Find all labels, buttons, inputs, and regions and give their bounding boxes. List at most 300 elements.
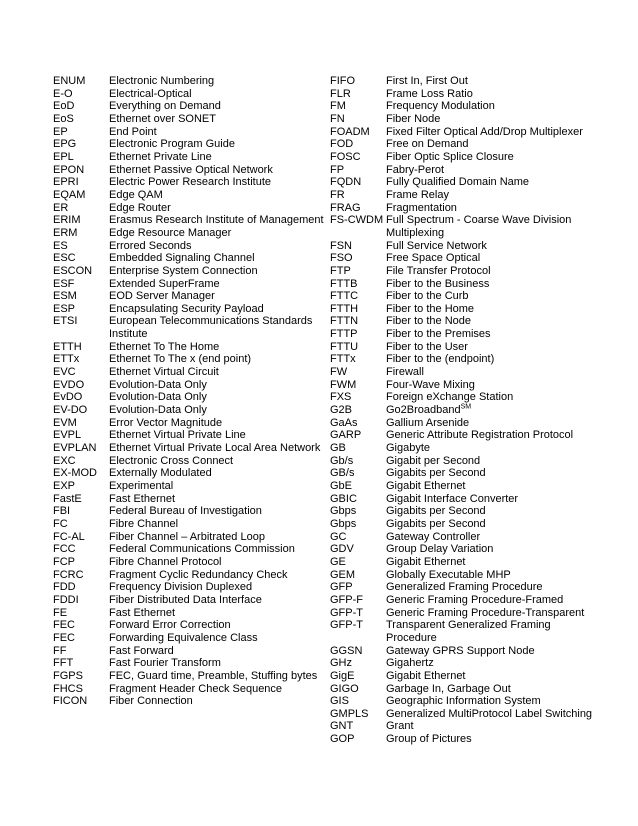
definition-text: Fiber Distributed Data Interface [109, 593, 262, 606]
definition-text: Embedded Signaling Channel [109, 252, 255, 265]
definition-text: Gigabits per Second [386, 517, 486, 530]
definition [109, 455, 325, 468]
definition [386, 265, 620, 278]
definition [109, 632, 325, 645]
acronym: FTTC [330, 290, 359, 303]
definition-text: Frame Relay [386, 188, 449, 201]
acronym: GMPLS [330, 707, 369, 720]
acronym: FOSC [330, 150, 361, 163]
acronym: FFT [53, 657, 74, 670]
glossary-entry [330, 645, 620, 658]
acronym: GbE [330, 480, 353, 492]
definition [386, 164, 620, 177]
glossary-entry [330, 341, 620, 354]
acronym: FDD [53, 581, 76, 594]
glossary-entry [53, 341, 325, 354]
definition-text: Ethernet To The x (end point) [109, 353, 252, 366]
acronym: FHCS [53, 682, 83, 695]
glossary-entry [53, 619, 325, 632]
acronym: GFP-T [330, 619, 363, 632]
glossary-entry [330, 265, 620, 278]
acronym: FEC [53, 619, 75, 632]
definition [386, 214, 620, 239]
definition-text: Fragmentation [386, 201, 457, 214]
definition [386, 113, 620, 126]
acronym: ETSI [53, 315, 78, 328]
definition-text: Fibre Channel [109, 517, 179, 530]
acronym: GOP [330, 733, 355, 746]
definition [109, 695, 325, 708]
definition [386, 695, 620, 708]
definition-text: Frequency Division Duplexed [109, 581, 253, 594]
acronym: ERIM [53, 214, 81, 227]
acronym: EPRI [53, 176, 79, 189]
glossary-entry [330, 569, 620, 582]
right-glossary-column [330, 75, 620, 746]
definition [109, 113, 325, 126]
definition-text: Generic Framing Procedure-Transparent [386, 606, 585, 619]
glossary-entry [330, 328, 620, 341]
acronym: GB/s [330, 467, 355, 480]
definition-text: First In, First Out [386, 75, 468, 87]
glossary-entry [330, 594, 620, 607]
definition [386, 303, 620, 316]
definition [386, 619, 620, 644]
glossary-entry [53, 227, 325, 240]
acronym: GFP [330, 581, 353, 594]
definition-text: Ethernet Virtual Private Local Area Network [109, 442, 321, 455]
glossary-entry [53, 353, 325, 366]
glossary-entry [330, 100, 620, 113]
acronym: FS-CWDM [330, 214, 384, 227]
definition [386, 467, 620, 480]
definition-text: Ethernet Virtual Circuit [109, 366, 219, 379]
glossary-entry [53, 404, 325, 417]
glossary-entry [330, 720, 620, 733]
glossary-entry [53, 290, 325, 303]
acronym: ESCON [53, 264, 93, 277]
glossary-entry [53, 126, 325, 139]
definition [386, 645, 620, 658]
definition [109, 518, 325, 531]
definition-text: Fully Qualified Domain Name [386, 176, 530, 189]
glossary-entry [330, 619, 620, 644]
definition [386, 341, 620, 354]
definition [386, 151, 620, 164]
acronym: FastE [53, 492, 82, 505]
definition-text: Gigabit Ethernet [386, 480, 466, 492]
definition [386, 290, 620, 303]
definition [109, 569, 325, 582]
definition-text: Electronic Cross Connect [109, 454, 234, 467]
definition-text: Fast Ethernet [109, 606, 176, 619]
acronym: EPL [53, 150, 74, 163]
glossary-entry [330, 733, 620, 746]
acronym: GFP-T [330, 606, 363, 619]
definition-text: Electrical-Optical [109, 87, 192, 100]
glossary-entry [330, 429, 620, 442]
glossary-entry [53, 455, 325, 468]
definition [386, 505, 620, 518]
acronym: EPON [53, 163, 85, 176]
definition [109, 493, 325, 506]
acronym: FR [330, 188, 345, 201]
definition [109, 126, 325, 139]
glossary-entry [330, 404, 620, 417]
glossary-entry [330, 391, 620, 404]
definition [109, 366, 325, 379]
definition-text: Fiber to the Business [386, 277, 490, 290]
definition-text: Group of Pictures [386, 733, 472, 746]
definition-text: Generic Framing Procedure-Framed [386, 593, 564, 606]
glossary-entry [330, 505, 620, 518]
definition-text: Federal Communications Commission [109, 543, 295, 556]
definition [109, 480, 325, 493]
definition [386, 88, 620, 101]
definition-text: Edge Resource Manager [109, 226, 232, 239]
definition-text: Ethernet over SONET [109, 112, 216, 125]
definition [109, 619, 325, 632]
definition [109, 75, 325, 88]
acronym: FP [330, 163, 345, 176]
glossary-entry [53, 480, 325, 493]
glossary-entry [53, 442, 325, 455]
definition [386, 442, 620, 455]
acronym: FTTU [330, 340, 359, 353]
acronym: EV-DO [53, 404, 88, 417]
definition [386, 366, 620, 379]
definition [109, 303, 325, 316]
acronym: ES [53, 239, 68, 252]
definition [109, 252, 325, 265]
glossary-entry [330, 240, 620, 253]
acronym: FWM [330, 378, 357, 391]
definition [386, 607, 620, 620]
definition [386, 683, 620, 696]
acronym: EoD [53, 100, 75, 113]
acronym: E-O [53, 87, 73, 100]
acronym: GB [330, 442, 346, 455]
definition-text: Error Vector Magnitude [109, 416, 223, 429]
definition-text: Free on Demand [386, 138, 469, 151]
glossary-entry [53, 278, 325, 291]
glossary-entry [330, 290, 620, 303]
definition [386, 315, 620, 328]
definition [109, 189, 325, 202]
definition-text: Gigabits per Second [386, 505, 486, 518]
glossary-entry [53, 632, 325, 645]
glossary-entry [330, 303, 620, 316]
definition-text: Fiber to the Node [386, 315, 471, 328]
definition-text: Externally Modulated [109, 467, 212, 480]
acronym: FCP [53, 555, 75, 568]
definition-text: Forwarding Equivalence Class [109, 631, 258, 644]
acronym: FTTB [330, 277, 358, 290]
glossary-entry [53, 113, 325, 126]
definition [109, 341, 325, 354]
definition-text: Edge QAM [109, 188, 163, 201]
glossary-entry [330, 278, 620, 291]
definition-text: Fiber Channel – Arbitrated Loop [109, 530, 265, 543]
glossary-entry [53, 429, 325, 442]
definition [386, 670, 620, 683]
glossary-entry [330, 126, 620, 139]
definition [109, 138, 325, 151]
acronym: ETTx [53, 353, 80, 366]
glossary-entry [53, 189, 325, 202]
definition [109, 683, 325, 696]
definition-text-continued: Procedure [386, 631, 437, 644]
glossary-entry [330, 252, 620, 265]
definition-text: Fiber to the Curb [386, 290, 469, 303]
definition [109, 88, 325, 101]
definition [109, 670, 325, 683]
definition-text: Fixed Filter Optical Add/Drop Multiplexer [386, 125, 583, 138]
definition [386, 657, 620, 670]
definition [386, 75, 620, 88]
acronym: GE [330, 555, 346, 568]
acronym: EvDO [53, 391, 83, 404]
acronym: FCRC [53, 568, 84, 581]
glossary-entry [330, 518, 620, 531]
glossary-entry [330, 467, 620, 480]
definition [386, 379, 620, 392]
definition-text: EOD Server Manager [109, 290, 215, 303]
definition [109, 214, 325, 227]
definition [386, 202, 620, 215]
glossary-entry [330, 202, 620, 215]
acronym: GARP [330, 429, 362, 442]
acronym: GNT [330, 720, 354, 733]
glossary-entry [330, 480, 620, 493]
definition-text: Geographic Information System [386, 695, 541, 708]
glossary-entry [330, 607, 620, 620]
glossary-entry [330, 176, 620, 189]
definition-text: Electronic Program Guide [109, 138, 235, 151]
glossary-entry [53, 543, 325, 556]
glossary-entry [330, 455, 620, 468]
glossary-entry [53, 391, 325, 404]
definition [386, 720, 620, 733]
definition-text: Ethernet Private Line [109, 150, 212, 163]
definition [386, 417, 620, 430]
definition [109, 429, 325, 442]
glossary-entry [53, 645, 325, 658]
acronym: ESF [53, 277, 75, 290]
glossary-entry [53, 151, 325, 164]
definition [386, 278, 620, 291]
glossary-entry [330, 315, 620, 328]
definition-text: Fiber to the Premises [386, 328, 491, 341]
definition-text: Fragment Cyclic Redundancy Check [109, 568, 288, 581]
acronym: GigE [330, 669, 355, 682]
glossary-entry [330, 366, 620, 379]
definition-text: Gateway Controller [386, 530, 481, 543]
acronym: FXS [330, 391, 352, 404]
definition [109, 467, 325, 480]
definition-text: Gallium Arsenide [386, 416, 470, 429]
definition-text: Frequency Modulation [386, 100, 495, 113]
definition-text: Experimental [109, 480, 174, 492]
definition-text: Gigabits per Second [386, 467, 486, 480]
definition [109, 543, 325, 556]
definition [109, 505, 325, 518]
left-glossary-column [53, 75, 325, 708]
definition [109, 594, 325, 607]
definition-text: Four-Wave Mixing [386, 378, 475, 391]
acronym: GC [330, 530, 347, 543]
acronym: GBIC [330, 492, 357, 505]
definition-text: Foreign eXchange Station [386, 391, 514, 404]
definition [109, 202, 325, 215]
acronym: EXP [53, 480, 76, 492]
glossary-entry [53, 202, 325, 215]
glossary-entry [330, 75, 620, 88]
definition [386, 708, 620, 721]
definition [109, 176, 325, 189]
glossary-entry [330, 214, 620, 239]
definition [386, 391, 620, 404]
glossary-entry [53, 581, 325, 594]
glossary-entry [53, 531, 325, 544]
acronym: GaAs [330, 416, 358, 429]
acronym: G2B [330, 404, 353, 417]
glossary-entry [53, 214, 325, 227]
glossary-entry [330, 138, 620, 151]
definition-text: Gigabit per Second [386, 454, 481, 467]
definition [109, 379, 325, 392]
definition-text: Electronic Numbering [109, 75, 215, 87]
glossary-entry [330, 164, 620, 177]
definition [386, 594, 620, 607]
definition-text: Gateway GPRS Support Node [386, 644, 535, 657]
definition-text: Everything on Demand [109, 100, 221, 113]
definition [109, 657, 325, 670]
acronym: ESC [53, 252, 76, 265]
acronym: FE [53, 606, 68, 619]
glossary-entry [330, 493, 620, 506]
acronym: Gbps [330, 517, 357, 530]
glossary-entry [53, 695, 325, 708]
glossary-entry [53, 100, 325, 113]
definition-text: Fiber Node [386, 112, 441, 125]
acronym: GIS [330, 695, 349, 708]
definition [386, 100, 620, 113]
glossary-entry [330, 556, 620, 569]
definition [386, 126, 620, 139]
acronym: ESP [53, 302, 76, 315]
acronym: ENUM [53, 75, 86, 87]
definition [386, 353, 620, 366]
definition [109, 227, 325, 240]
definition [386, 569, 620, 582]
definition [386, 531, 620, 544]
definition-text: Fiber to the Home [386, 302, 475, 315]
acronym: FBI [53, 505, 71, 518]
definition [109, 164, 325, 177]
acronym: FQDN [330, 176, 362, 189]
definition [109, 290, 325, 303]
acronym: FTTN [330, 315, 359, 328]
glossary-entry [53, 518, 325, 531]
acronym: FIFO [330, 75, 356, 87]
acronym: FW [330, 366, 348, 379]
definition-text: Forward Error Correction [109, 619, 231, 632]
definition [386, 240, 620, 253]
definition [386, 455, 620, 468]
glossary-entry [53, 164, 325, 177]
definition-text: Generalized Framing Procedure [386, 581, 543, 594]
definition [109, 607, 325, 620]
acronym: GHz [330, 657, 352, 670]
acronym: FCC [53, 543, 76, 556]
definition [386, 543, 620, 556]
definition-text: Ethernet To The Home [109, 340, 220, 353]
definition-text: Full Spectrum - Coarse Wave Division [386, 214, 572, 227]
glossary-entry [53, 657, 325, 670]
definition [386, 429, 620, 442]
definition-text-continued: Multiplexing [386, 226, 445, 239]
glossary-entry [53, 366, 325, 379]
definition-text: Ethernet Virtual Private Line [109, 429, 246, 442]
acronym: GGSN [330, 644, 363, 657]
acronym: EVC [53, 366, 76, 379]
acronym: FEC [53, 631, 75, 644]
definition-text: Garbage In, Garbage Out [386, 682, 511, 695]
definition-text: Gigabyte [386, 442, 431, 455]
acronym: FTTP [330, 328, 358, 341]
glossary-entry [53, 569, 325, 582]
definition-text: European Telecommunications Standards Institute [109, 315, 313, 341]
definition [109, 265, 325, 278]
definition-text: Go2Broadband [386, 404, 461, 417]
acronym: FTTx [330, 353, 356, 366]
definition-text: Fiber to the User [386, 340, 468, 353]
definition [386, 733, 620, 746]
definition-text: Firewall [386, 366, 424, 379]
acronym: EX-MOD [53, 467, 97, 480]
definition-text: Gigabit Ethernet [386, 669, 466, 682]
definition [109, 645, 325, 658]
acronym: FSO [330, 252, 353, 265]
definition-text: Fibre Channel Protocol [109, 555, 222, 568]
acronym: GFP-F [330, 593, 363, 606]
definition-text: Full Service Network [386, 239, 487, 252]
definition [109, 353, 325, 366]
definition-text: Transparent Generalized Framing [386, 619, 551, 632]
acronym: EXC [53, 454, 76, 467]
glossary-entry [53, 88, 325, 101]
definition-text: Free Space Optical [386, 252, 481, 265]
glossary-entry [330, 670, 620, 683]
definition-text: Edge Router [109, 201, 171, 214]
definition-text: Extended SuperFrame [109, 277, 220, 290]
definition [386, 581, 620, 594]
definition [386, 176, 620, 189]
glossary-entry [53, 265, 325, 278]
acronym: FTTH [330, 302, 359, 315]
glossary-entry [330, 442, 620, 455]
definition [109, 240, 325, 253]
glossary-entry [330, 151, 620, 164]
definition [109, 442, 325, 455]
glossary-entry [53, 683, 325, 696]
acronym: EP [53, 125, 68, 138]
glossary-entry [53, 75, 325, 88]
acronym: Gb/s [330, 454, 354, 467]
definition-text: Fast Ethernet [109, 492, 176, 505]
acronym: FOD [330, 138, 354, 151]
